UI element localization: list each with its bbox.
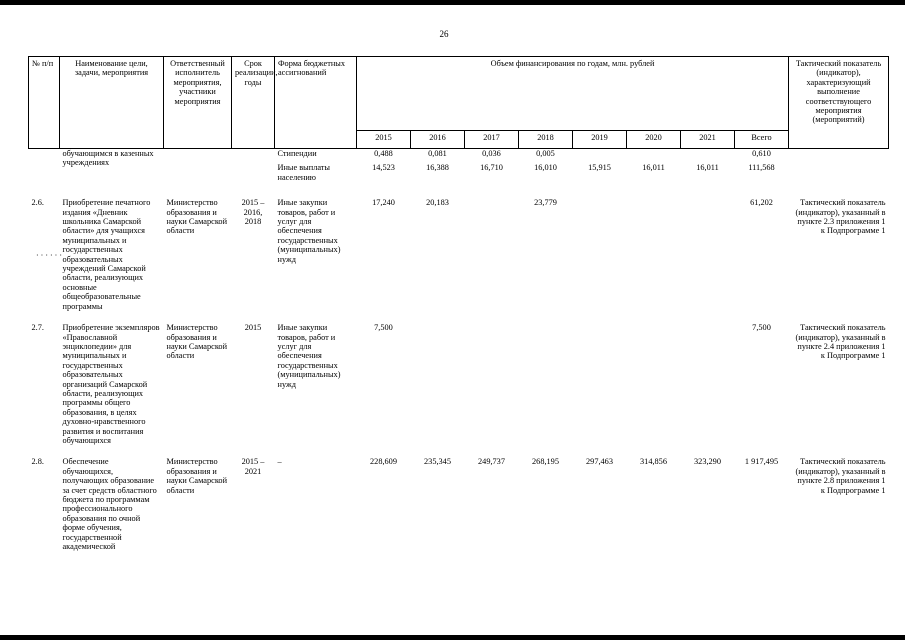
gap-cell [29, 445, 889, 457]
row-value: 323,290 [694, 457, 721, 467]
row-gap [29, 311, 889, 323]
row-responsible: Министерство образования и науки Самарской области [166, 198, 228, 236]
row-name: обучающимся в казенных учреждениях [62, 149, 154, 168]
row-value: 7,500 [752, 323, 771, 333]
row-value: 15,915 [588, 163, 611, 173]
row-name: Обеспечение обучающихся, получающих образование за счет средств областного бюджета по программам профессионального образования по очной форме обучения, государственной академической [62, 457, 157, 552]
row-value: 16,011 [696, 163, 719, 173]
row-value: 7,500 [374, 323, 393, 333]
row-responsible: Министерство образования и науки Самарской области [166, 457, 228, 495]
header-term: Срок реализации, годы [232, 57, 275, 149]
row-term: 2015 [244, 323, 262, 333]
row-value [681, 149, 735, 159]
row-value [681, 323, 735, 445]
row-value [411, 323, 465, 445]
row-value: 14,523 [372, 163, 395, 173]
row-term: 2015 – 2021 [241, 457, 265, 476]
gap-cell [29, 182, 889, 198]
row-number: 2.6. [31, 198, 44, 208]
top-border [0, 0, 905, 5]
gap-cell [29, 311, 889, 323]
row-value: 17,240 [372, 198, 395, 208]
row-number [29, 149, 60, 183]
row-value [573, 323, 627, 445]
row-indicator: Тактический показатель (индикатор), указанный в пункте 2.4 приложения 1 к Подпрограмме 1 [795, 323, 886, 361]
row-name: Приобретение экземпляров «Православной энциклопедии» для муниципальных и государственных образовательных организаций Самарской области, реализующих программы общего образования, в целях духовно-нравственного развития и воспитания обучающихся [62, 323, 160, 445]
row-value [519, 323, 573, 445]
row-value: 0,005 [536, 149, 555, 158]
row-indicator [789, 149, 889, 159]
row-value [465, 198, 519, 311]
header-year: 2017 [465, 131, 519, 149]
row-value: 0,610 [752, 149, 771, 158]
row-form: Иные выплаты населению [277, 163, 331, 182]
row-value: 1 917,495 [744, 457, 779, 467]
row-value: 0,488 [374, 149, 393, 158]
row-term: 2015 – 2016, 2018 [241, 198, 265, 227]
row-value: 16,010 [534, 163, 557, 173]
row-value: 314,856 [640, 457, 667, 467]
row-name: Приобретение печатного издания «Дневник школьника Самарской области» для учащихся муниципальных и государственных образовательных учреждений Самарской области, реализующих основные общеобразовательные программы [62, 198, 151, 311]
bottom-border [0, 635, 905, 640]
funding-table [28, 56, 889, 551]
scan-dots: · · · · · · [36, 251, 62, 260]
header-year: 2020 [627, 131, 681, 149]
row-value: 228,609 [370, 457, 397, 467]
table-row [29, 198, 889, 311]
header-year: 2019 [573, 131, 627, 149]
header-year: 2016 [411, 131, 465, 149]
row-value: 111,568 [748, 163, 775, 173]
row-value: 268,195 [532, 457, 559, 467]
header-num: № п/п [29, 57, 60, 149]
row-value [573, 149, 627, 159]
row-value: 235,345 [424, 457, 451, 467]
row-gap [29, 445, 889, 457]
header-funding: Объем финансирования по годам, млн. рублей [357, 57, 789, 131]
header-indicator: Тактический показатель (индикатор), характеризующий выполнение соответствующего мероприятия (мероприятий) [789, 57, 889, 149]
row-indicator: Тактический показатель (индикатор), указанный в пункте 2.3 приложения 1 к Подпрограмме 1 [795, 198, 886, 236]
row-value: 0,036 [482, 149, 501, 158]
row-value: 16,011 [642, 163, 665, 173]
row-form: Иные закупки товаров, работ и услуг для обеспечения государственных (муниципальных) нужд [277, 323, 341, 389]
table-row [29, 149, 889, 159]
row-form: – [277, 457, 282, 467]
header-name: Наименование цели, задачи, мероприятия [60, 57, 164, 149]
row-number: 2.7. [31, 323, 44, 333]
row-value [627, 149, 681, 159]
row-value [465, 323, 519, 445]
row-value [627, 198, 681, 311]
row-number: 2.8. [31, 457, 44, 467]
table-row [29, 457, 889, 551]
header-form: Форма бюджетных ассигнований [275, 57, 357, 149]
row-value [681, 198, 735, 311]
row-value: 23,779 [534, 198, 557, 208]
row-value [573, 198, 627, 311]
header-year: Всего [735, 131, 789, 149]
header-year: 2021 [681, 131, 735, 149]
row-value: 249,737 [478, 457, 505, 467]
header-year: 2018 [519, 131, 573, 149]
row-term [232, 149, 275, 183]
row-form: Стипендии [277, 149, 317, 158]
row-gap [29, 182, 889, 198]
row-indicator [789, 158, 889, 182]
row-value [627, 323, 681, 445]
row-form: Иные закупки товаров, работ и услуг для обеспечения государственных (муниципальных) нужд [277, 198, 341, 264]
row-value: 16,388 [426, 163, 449, 173]
header-responsible: Ответственный исполнитель мероприятия, участники мероприятия [164, 57, 232, 149]
row-responsible: Министерство образования и науки Самарской области [166, 323, 228, 361]
header-year: 2015 [357, 131, 411, 149]
row-value: 20,183 [426, 198, 449, 208]
row-value: 16,710 [480, 163, 503, 173]
row-value: 0,081 [428, 149, 447, 158]
row-indicator: Тактический показатель (индикатор), указанный в пункте 2.8 приложения 1 к Подпрограмме 1 [795, 457, 886, 495]
page-number: 26 [439, 29, 449, 39]
row-responsible [164, 149, 232, 183]
row-value: 61,202 [750, 198, 773, 208]
row-value: 297,463 [586, 457, 613, 467]
table-row [29, 323, 889, 445]
